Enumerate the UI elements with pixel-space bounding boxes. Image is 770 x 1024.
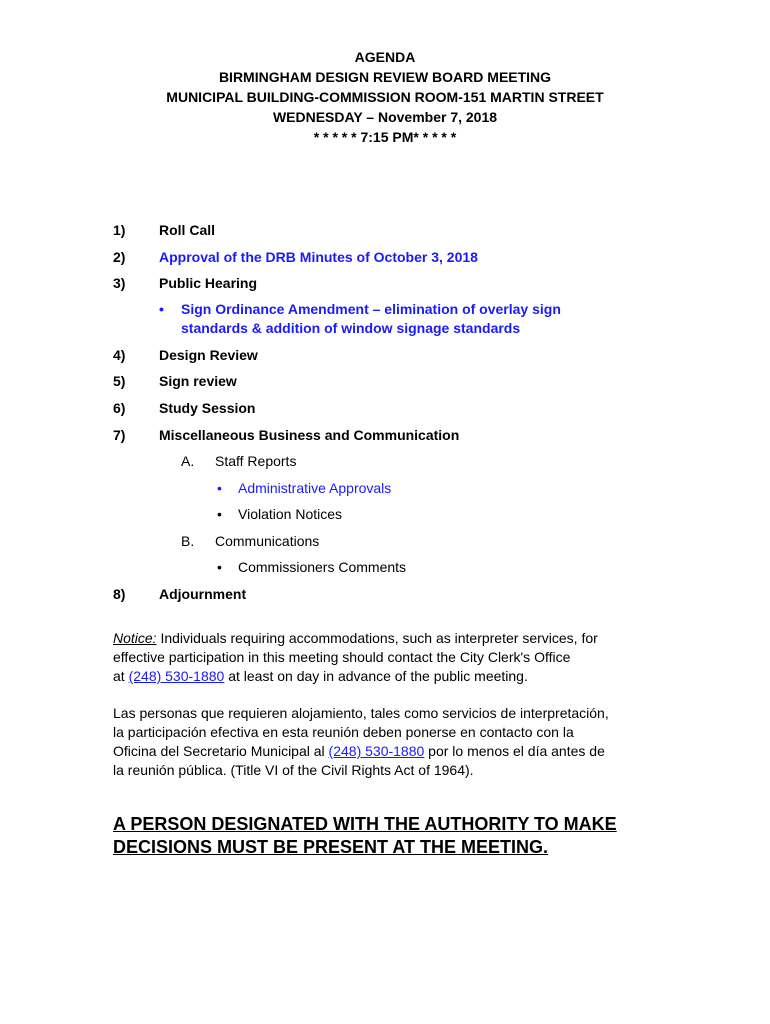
bullet-icon: •	[217, 559, 222, 575]
item-title: Adjournment	[159, 586, 247, 602]
notice-paragraph: Notice: Individuals requiring accommodations, such as interpreter services, for effective participation in this meeting should contact the City Clerk's Office at (248) 530-1880 at least on day in advance of the public meeting.	[113, 630, 598, 684]
item-title: Roll Call	[159, 222, 216, 238]
item-number: 1)	[113, 222, 126, 238]
item-number: 5)	[113, 373, 126, 389]
phone-link[interactable]: (248) 530-1880	[328, 743, 425, 759]
spanish-notice-paragraph: Las personas que requieren alojamiento, tales como servicios de interpretación, la participación efectiva en esta reunión deben ponerse en contacto con la Oficina del Secretario Municipal al (248) 530-1880 por lo menos el día antes de la reunión pública. (Title VI of the Civil Rights Act of 1964).	[113, 705, 609, 778]
phone-link[interactable]: (248) 530-1880	[128, 668, 225, 684]
section-title: Communications	[215, 533, 320, 549]
approval-minutes-link[interactable]: Approval of the DRB Minutes of October 3, 2018	[159, 249, 478, 265]
item-title: Study Session	[159, 400, 256, 416]
meeting-location: MUNICIPAL BUILDING-COMMISSION ROOM-151 MARTIN STREET	[166, 89, 604, 105]
bullet-line-1: Sign Ordinance Amendment – elimination of overlay sign	[181, 301, 561, 317]
meeting-date: WEDNESDAY – November 7, 2018	[272, 109, 498, 125]
agenda-title: AGENDA	[354, 49, 416, 65]
bullet-line-2: standards & addition of window signage standards	[181, 320, 521, 336]
meeting-name: BIRMINGHAM DESIGN REVIEW BOARD MEETING	[218, 69, 552, 85]
item-number: 6)	[113, 400, 126, 416]
section-label: B.	[181, 533, 195, 549]
item-number: 4)	[113, 347, 126, 363]
item-number: 7)	[113, 427, 126, 443]
footer-notice: A PERSON DESIGNATED WITH THE AUTHORITY TO MAKE DECISIONS MUST BE PRESENT AT THE MEETING.	[113, 814, 617, 857]
agenda-page: AGENDA BIRMINGHAM DESIGN REVIEW BOARD MEETING MUNICIPAL BUILDING-COMMISSION ROOM-151 MARTIN STREET WEDNESDAY – November 7, 2018 * * * * * 7:15 PM* * * * * 1) Roll Call 2) Approval of the DRB Minutes of October 3, 2018 3) Public Hearing • Sign Ordinance Amendment – elimination of overlay sign standards & addition of window signage standards 4) Design Review 5) Sign review 6) Study Session 7) Miscellaneous Business and Communication A. Staff Reports • Administrative Approvals • Violation Notices B. Communications • Commissioners Comments 8) Adjournment Notice: Individuals requiring accommodations, such as interpreter services, for effective participation in this meeting should contact the City Clerk's Office at (248) 530-1880 at least on day in advance of the public meeting. Las personas que requieren alojamiento, tales como servicios de interpretación, la participación efectiva en esta reunión deben ponerse en contacto con la Oficina del Secretario Municipal al (248) 530-1880 por lo menos el día antes de la reunión pública. (Title VI of the Civil Rights Act of 1964). A PERSON DESIGNATED WITH THE AUTHORITY TO MAKE DECISIONS MUST BE PRESENT AT THE MEETING.	[0, 0, 770, 1024]
item-number: 8)	[113, 586, 126, 602]
bullet-icon: •	[159, 301, 164, 317]
item-title: Sign review	[159, 373, 237, 389]
item-number: 3)	[113, 275, 126, 291]
section-title: Staff Reports	[215, 453, 297, 469]
item-title: Design Review	[159, 347, 258, 363]
notice-label: Notice:	[113, 630, 157, 646]
agenda-header	[0, 47, 770, 147]
item-title: Public Hearing	[159, 275, 258, 291]
item-title: Miscellaneous Business and Communication	[159, 427, 460, 443]
bullet-icon: •	[217, 506, 222, 522]
item-number: 2)	[113, 249, 126, 265]
bullet-icon: •	[217, 480, 222, 496]
section-label: A.	[181, 453, 195, 469]
meeting-time: * * * * * 7:15 PM* * * * *	[313, 129, 457, 145]
